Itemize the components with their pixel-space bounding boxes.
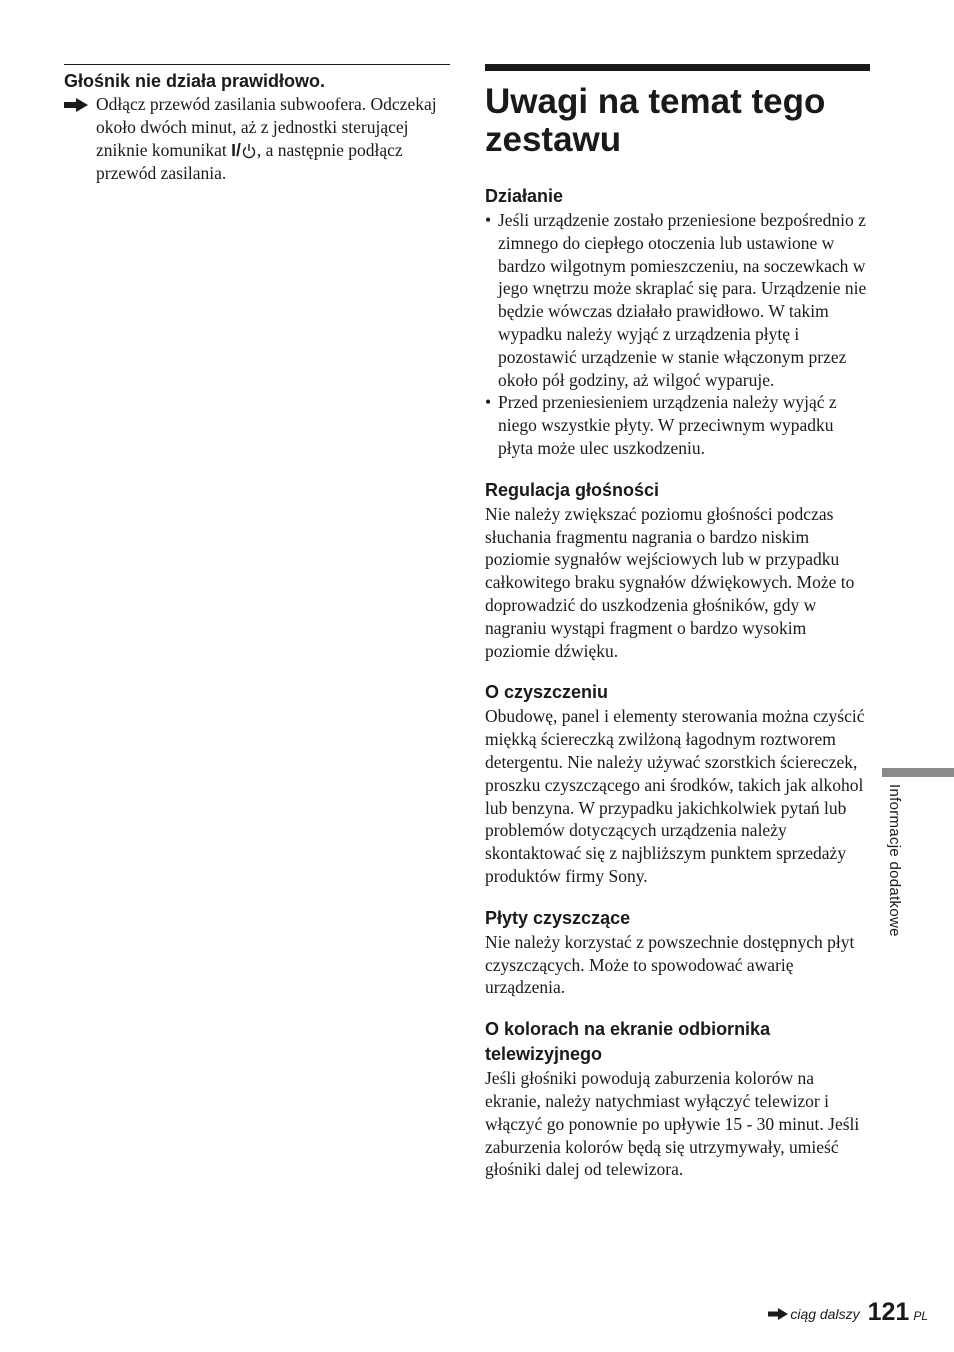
section-heading: Płyty czyszczące	[485, 907, 631, 928]
section-dzialanie	[485, 184, 870, 460]
arrow-right-icon	[768, 1308, 788, 1320]
right-column	[485, 64, 870, 1181]
section-body: Obudowę, panel i elementy sterowania można czyścić miękką ściereczką zwilżoną łagodnym roztworem detergentu. Nie należy używać szorstkich ściereczek, proszku czyszczącego ani środków, takich jak alkohol lub benzyna. W przypadku jakichkolwiek pytań lub problemów dotyczących urządzenia należy skontaktować się z najbliższym punktem sprzedaży produktów firmy Sony.	[485, 706, 865, 886]
left-top-rule	[64, 64, 450, 65]
section-body: Nie należy korzystać z powszechnie dostępnych płyt czyszczących. Może to spowodować awarię urządzenia.	[485, 931, 855, 998]
left-column	[64, 64, 450, 185]
title-rule	[485, 64, 870, 71]
power-symbol-prefix: I/	[231, 140, 241, 160]
section-regulacja	[485, 478, 870, 663]
section-heading: Działanie	[485, 186, 564, 206]
page-footer	[768, 1298, 928, 1327]
power-icon	[242, 143, 256, 159]
troubleshoot-solution	[64, 93, 450, 185]
troubleshoot-title: Głośnik nie działa prawidłowo.	[64, 71, 326, 91]
section-plyty	[485, 906, 870, 999]
arrow-right-icon	[64, 98, 88, 112]
section-heading: O czyszczeniu	[485, 682, 609, 703]
section-czyszczenie	[485, 680, 870, 887]
section-body: Jeśli głośniki powodują zaburzenia kolorów na ekranie, należy natychmiast wyłączyć telewizor i włączyć go ponownie po upływie 15 - 30 minut. Jeśli zaburzenia kolorów będą się utrzymywały, umieść głośniki dalej od telewizora.	[485, 1068, 860, 1180]
side-tab-label: Informacje dodatkowe	[886, 784, 903, 937]
list-item-text: Przed przeniesieniem urządzenia należy wyjąć z niego wszystkie płyty. W przeciwnym wypadku płyta może ulec uszkodzeniu.	[498, 392, 837, 458]
side-tab-bar	[882, 768, 954, 777]
bullet-icon: •	[485, 392, 492, 413]
solution-text-before: Odłącz przewód zasilania subwoofera. Odczekaj około dwóch minut, aż z jednostki sterującej zniknie komunikat	[96, 94, 437, 160]
bullet-icon: •	[485, 210, 492, 230]
section-heading: O kolorach na ekranie odbiornika telewizyjnego	[485, 1019, 771, 1065]
section-heading: Regulacja głośności	[485, 479, 660, 500]
page-language-code: PL	[913, 1309, 928, 1323]
section-body: Nie należy zwiększać poziomu głośności podczas słuchania fragmentu nagrania o bardzo niskim poziomie sygnałów wejściowych lub w przypadku całkowitego braku sygnałów dźwiękowych. Może to doprowadzić do uszkodzenia głośników, gdy w nagraniu wystąpi fragment o bardzo wysokim poziomie dźwięku.	[485, 503, 855, 661]
list-item-text: Jeśli urządzenie zostało przeniesione bezpośrednio z zimnego do ciepłego otoczenia lub ustawione w bardzo wilgotnym pomieszczeniu, na soczewkach w jego wnętrzu może skraplać się para. Urządzenie nie będzie wówczas działało prawidłowo. W takim wypadku należy wyjąć z urządzenia płytę i pozostawić urządzenie w stanie włączonym przez około pół godziny, aż wilgoć wyparuje.	[498, 210, 867, 390]
list-item	[485, 391, 870, 459]
page-number: 121	[867, 1298, 910, 1326]
bullet-list	[485, 209, 870, 460]
section-kolory	[485, 1017, 870, 1181]
list-item	[485, 209, 870, 391]
continued-label: ciąg dalszy	[790, 1306, 860, 1322]
continued-note	[768, 1306, 859, 1322]
solution-text-after: , a następnie podłącz przewód zasilania.	[96, 140, 403, 183]
page-title: Uwagi na temat tego zestawu	[485, 82, 826, 159]
